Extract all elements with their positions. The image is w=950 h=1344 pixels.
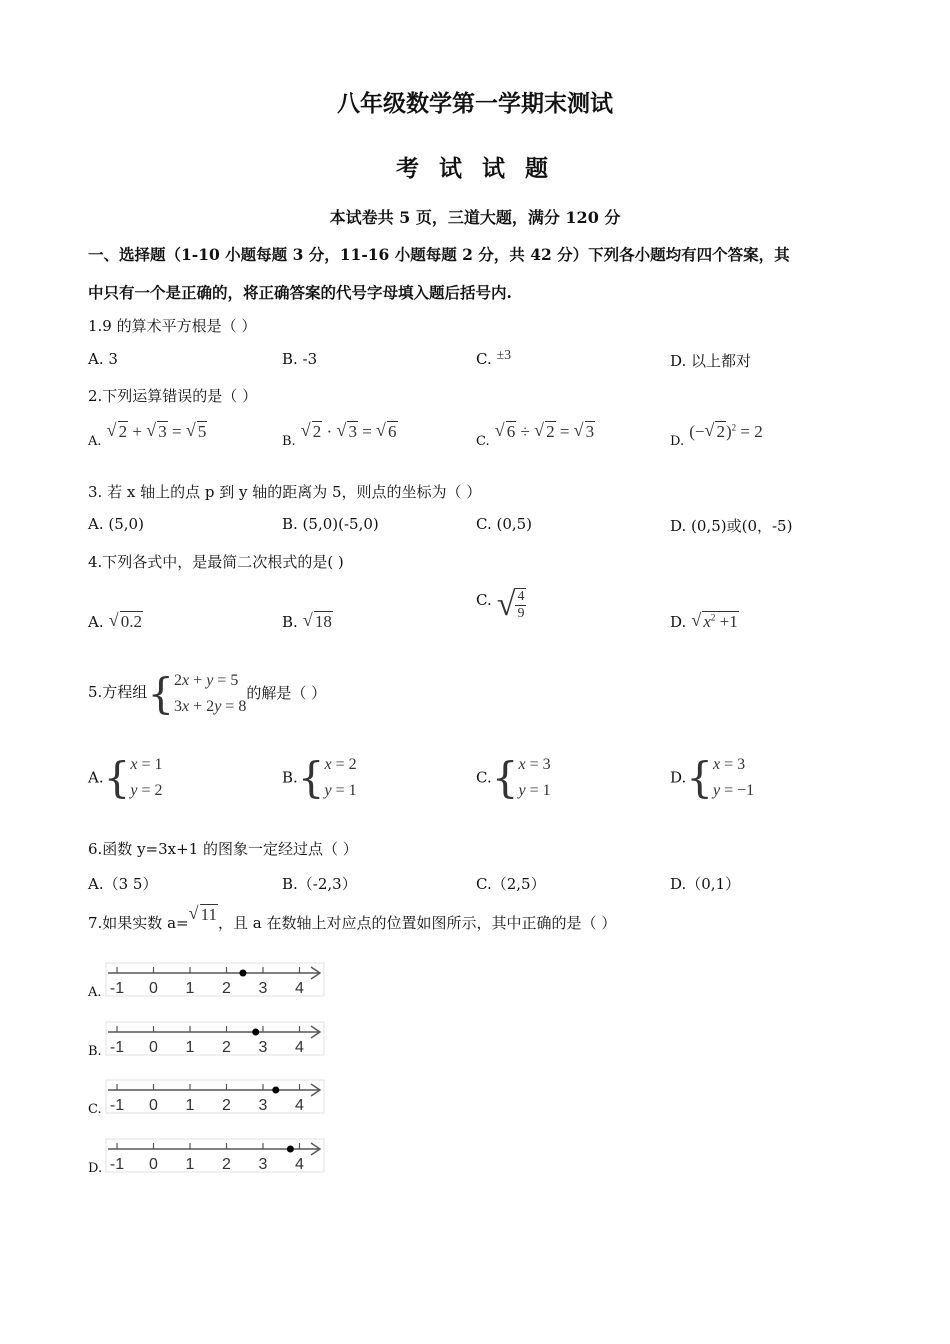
q7-stem-pre: 7.如果实数 a= [88, 914, 189, 932]
exam-title: 八年级数学第一学期末测试 [337, 90, 613, 117]
section-heading-bold: 一、选择题（1-10 小题每题 3 分，11-16 小题每题 2 分，共 42 分） [88, 245, 589, 264]
number-line-tick-label: 3 [258, 1156, 268, 1173]
q2-option-b [282, 420, 398, 449]
section-heading [88, 243, 790, 265]
q5-option-c: C.{x = 3 y = 1 [476, 753, 551, 802]
q5-option-a: A.{x = 1 y = 2 [88, 753, 163, 802]
q3-option-b: B. (5,0)(-5,0) [282, 515, 379, 533]
q3-option-a: A. (5,0) [88, 515, 144, 533]
q7-stem-post: ，且 a 在数轴上对应点的位置如图所示，其中正确的是（ ） [217, 914, 617, 932]
number-line-frame [106, 963, 324, 996]
number-line-tick-label: 3 [258, 980, 268, 997]
q7-option-label: D. [88, 1161, 103, 1176]
q4-option-b [282, 612, 333, 632]
q1-option-c [476, 350, 511, 369]
number-line-tick-label: 0 [149, 1156, 158, 1173]
q5-stem: 5.方程组{2x + y = 5 3x + 2y = 8的解是（ ） [88, 669, 327, 718]
number-line-tick-label: 0 [149, 1097, 158, 1114]
q6-option-d: D.（0,1） [670, 875, 741, 893]
number-line-tick-label: 1 [185, 1097, 195, 1114]
q2-option-a-math: √ 2 + √ 3 = √ 5 [106, 420, 207, 441]
q2-option-b-label: B. [282, 434, 296, 449]
q1-option-a: A. 3 [88, 350, 118, 368]
number-line-point [287, 1146, 294, 1153]
q3-option-c: C. (0,5) [476, 515, 533, 533]
number-line-tick-label: 2 [222, 1039, 231, 1056]
q4-option-a-label: A. [88, 613, 104, 631]
q4-stem: 4.下列各式中，是最简二次根式的是( ) [88, 553, 344, 571]
q2-option-c-math: √ 6 ÷ √ 2 = √ 3 [494, 420, 595, 441]
number-line-tick-label: 4 [295, 1156, 304, 1173]
number-line-point [252, 1029, 259, 1036]
q2-option-a [88, 420, 207, 449]
q5-option-b: B.{x = 2 y = 1 [282, 753, 357, 802]
number-line-tick-label: 2 [222, 1097, 231, 1114]
q5-stem-post: 的解是（ ） [246, 684, 327, 702]
q2-option-c-label: C. [476, 434, 490, 449]
q6-option-a: A.（3 5） [88, 875, 158, 893]
number-line-tick-label: -1 [109, 980, 125, 997]
q4-option-d [670, 612, 739, 632]
q4-option-b-label: B. [282, 613, 298, 631]
q4-option-d-label: D. [670, 613, 687, 631]
number-line-tick-label: 4 [295, 1039, 304, 1056]
number-line-tick-label: -1 [109, 1039, 125, 1056]
q4-option-c-math: √ $\frac{4}{9}$ [496, 586, 525, 623]
number-line-tick-label: 4 [295, 980, 304, 997]
q3-stem: 3. 若 x 轴上的点 p 到 y 轴的距离为 5，则点的坐标为（ ） [88, 483, 482, 501]
q7-option-label: B. [88, 1044, 102, 1059]
exam-subtitle: 考 试 试 题 [395, 155, 555, 182]
q4-option-c-label: C. [476, 590, 492, 609]
q3-option-d: D. (0,5)或(0，-5) [670, 517, 793, 535]
q1-option-c-label: C. [476, 350, 492, 368]
q1-stem: 1.9 的算术平方根是（ ） [88, 317, 257, 335]
number-line-frame [106, 1080, 324, 1113]
q2-stem: 2.下列运算错误的是（ ） [88, 387, 258, 405]
q7-stem: 7.如果实数 a= √ 11，且 a 在数轴上对应点的位置如图所示，其中正确的是（ ） [88, 903, 617, 932]
number-line-tick-label: 3 [258, 1097, 268, 1114]
q5-system: 2x + y = 5 3x + 2y = 8 [174, 672, 247, 715]
q6-option-c: C.（2,5） [476, 875, 546, 893]
section-heading-rest: 下列各小题均有四个答案，其 [588, 245, 790, 264]
number-line-frame [106, 1139, 324, 1172]
q1-option-d: D. 以上都对 [670, 352, 752, 370]
q7-option-label: C. [88, 1102, 102, 1117]
number-line-point [239, 970, 246, 977]
number-line-tick-label: 0 [149, 1039, 158, 1056]
q1-option-c-math: ±3 [496, 348, 512, 363]
number-line-tick-label: 2 [222, 1156, 231, 1173]
q6-option-b: B.（-2,3） [282, 875, 357, 893]
q5-option-d: D.{x = 3 y = −1 [670, 753, 755, 802]
q2-option-d-math: (− √ 2)$^2$ = 2 [689, 420, 763, 441]
q7-number-line [105, 962, 327, 998]
number-line-tick-label: 3 [258, 1039, 268, 1056]
q6-stem: 6.函数 y=3x+1 的图象一定经过点（ ） [88, 840, 358, 858]
q4-option-d-math: √ $x^2 +1$ [691, 610, 738, 631]
q2-option-c [476, 420, 595, 449]
q5-stem-pre: 5.方程组 [88, 683, 148, 701]
q7-number-line [105, 1021, 327, 1057]
q5-option-c-label: C. [476, 768, 492, 787]
number-line-tick-label: 4 [295, 1097, 304, 1114]
q5-option-d-label: D. [670, 768, 687, 787]
q4-option-b-math: √ 18 [302, 610, 332, 631]
q5-option-b-label: B. [282, 768, 298, 787]
q4-option-a [88, 612, 143, 632]
number-line-point [272, 1087, 279, 1094]
q1-option-b: B. -3 [282, 350, 318, 368]
number-line-tick-label: -1 [109, 1097, 125, 1114]
q2-option-a-label: A. [88, 434, 102, 449]
number-line-tick-label: -1 [109, 1156, 125, 1173]
q7-number-line [105, 1138, 327, 1174]
number-line-tick-label: 1 [185, 980, 195, 997]
number-line-frame [106, 1022, 324, 1055]
q2-option-d [670, 420, 763, 449]
q4-option-a-math: √ 0.2 [108, 610, 142, 631]
exam-info: 本试卷共 5 页，三道大题，满分 120 分 [329, 208, 621, 227]
number-line-tick-label: 1 [185, 1039, 195, 1056]
q2-option-d-label: D. [670, 434, 685, 449]
q4-option-c [476, 586, 526, 624]
q2-option-b-math: √ 2 · √ 3 = √ 6 [300, 420, 397, 441]
section-instructions: 中只有一个是正确的，将正确答案的代号字母填入题后括号内. [88, 283, 512, 302]
number-line-tick-label: 2 [222, 980, 231, 997]
number-line-tick-label: 1 [185, 1156, 195, 1173]
q5-option-a-label: A. [88, 768, 104, 787]
number-line-tick-label: 0 [149, 980, 158, 997]
q7-option-label: A. [88, 985, 102, 1000]
q7-number-line [105, 1079, 327, 1115]
